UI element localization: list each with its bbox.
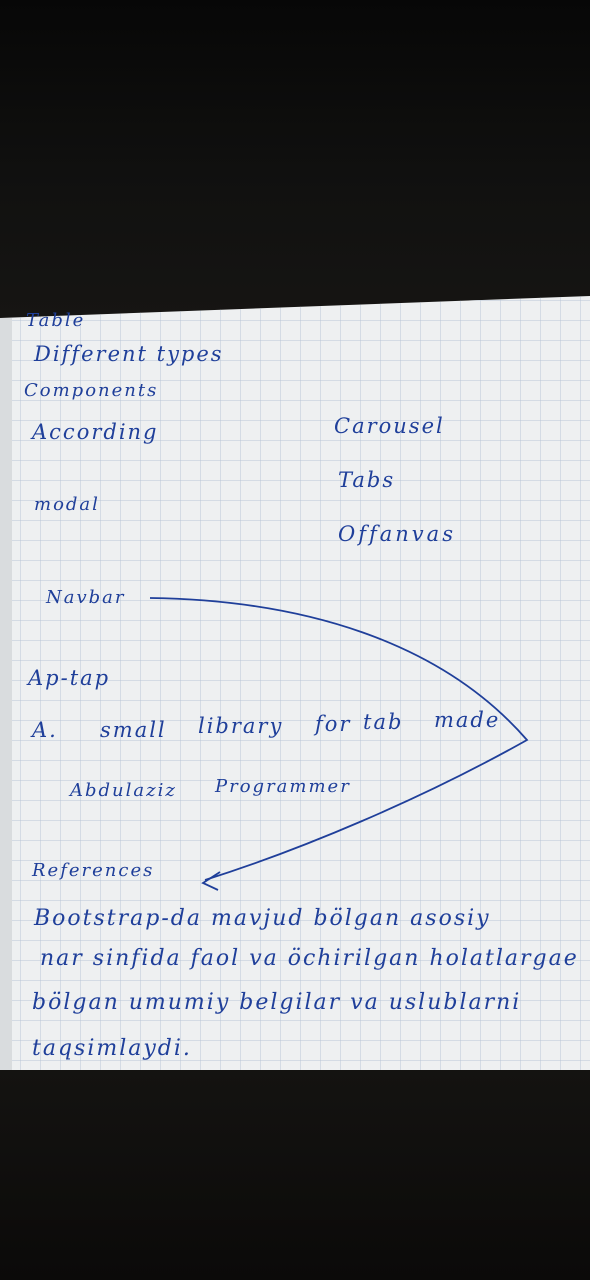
note-a: A. [32,718,58,742]
note-for: for [315,712,352,736]
note-references: References [32,860,155,881]
note-library: library [198,714,284,738]
note-ap-tap: Ap-tap [28,666,111,690]
note-paragraph-line-1: Bootstrap-da mavjud bölgan asosiy [34,906,491,931]
note-tabs: Tabs [338,468,396,492]
note-accordion: According [32,420,159,444]
note-table: Table [26,310,86,331]
note-modal: modal [34,494,100,515]
note-different-types: Different types [34,342,224,366]
note-offcanvas: Offanvas [338,522,456,546]
note-abdulaziz: Abdulaziz [70,780,177,801]
note-tab: tab [363,710,404,734]
note-paragraph-line-3: bölgan umumiy belgilar va uslublarni [32,990,522,1015]
note-navbar: Navbar [46,587,126,608]
note-made: made [434,708,501,732]
note-carousel: Carousel [334,414,445,438]
note-paragraph-line-2: nar sinfida faol va öchirilgan holatlargae [40,946,579,971]
note-small: small [100,718,167,742]
note-paragraph-line-4: taqsimlaydi. [32,1036,192,1061]
note-programmer: Programmer [215,776,351,797]
note-components: Components [24,380,159,401]
dark-background-bottom [0,1070,590,1280]
